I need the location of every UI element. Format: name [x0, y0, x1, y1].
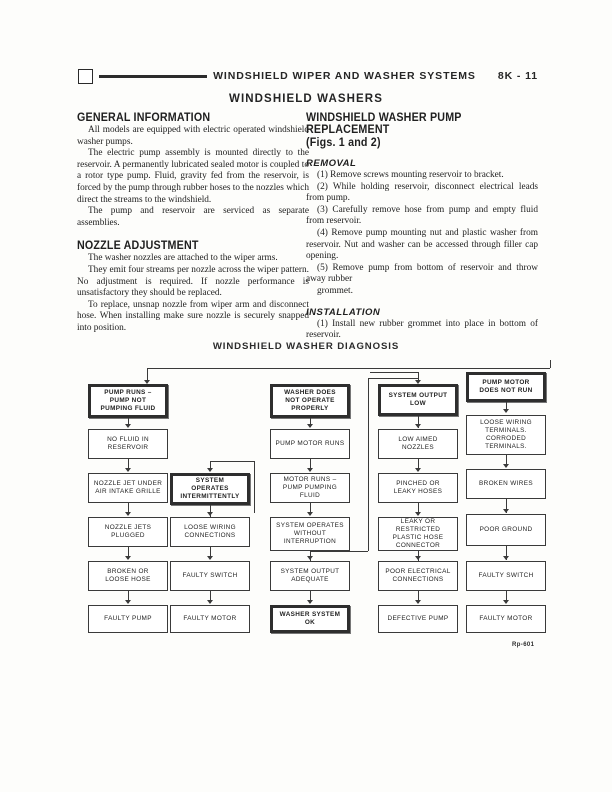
node-line: PUMP MOTOR	[482, 378, 530, 386]
node-line: FAULTY MOTOR	[479, 614, 533, 622]
left-text-column	[77, 112, 309, 335]
connector-arrow	[307, 512, 313, 516]
paragraph: The pump and reservoir are serviced as separate assemblies.	[77, 206, 309, 228]
node-line: NOZZLES	[402, 444, 434, 451]
node-line: FAULTY MOTOR	[183, 614, 237, 622]
node-line: PLASTIC HOSE	[392, 534, 444, 541]
node-line: NOZZLE JETS	[104, 523, 152, 531]
node-line: TERMINALS.	[485, 443, 527, 451]
node-line: PUMP NOT	[109, 396, 147, 404]
node-line: PROPERLY	[291, 405, 329, 413]
flow-node-pump-motor-does-not-run	[466, 372, 546, 402]
flow-node-no-fluid-in-reservoir	[88, 429, 168, 459]
node-line: FAULTY SWITCH	[478, 571, 534, 579]
node-line: CONNECTOR	[395, 542, 441, 550]
header-title: WINDSHIELD WIPER AND WASHER SYSTEMS	[213, 70, 476, 82]
node-line: LOOSE WIRING	[480, 418, 532, 426]
paragraph: They emit four streams per nozzle across the wiper pattern. No adjustment is required. If nozzle performance is unsatisfactory they should be replaced.	[77, 264, 309, 299]
flow-node-faulty-switch-col5	[466, 561, 546, 591]
node-line: ADEQUATE	[291, 576, 329, 583]
node-line: MOTOR RUNS –	[283, 475, 337, 483]
node-line: RESERVOIR	[107, 444, 149, 451]
paragraph: To replace, unsnap nozzle from wiper arm and disconnect hose. When installing make sure nozzle is securely snapped into position.	[77, 299, 309, 333]
node-line: PLUGGED	[111, 532, 145, 539]
connector-arrow	[415, 556, 421, 560]
connector-arrow	[503, 556, 509, 560]
connector-line	[550, 360, 551, 368]
node-line: WASHER SYSTEM	[279, 610, 341, 618]
node-line: BROKEN OR	[107, 567, 149, 575]
node-line: FAULTY PUMP	[104, 614, 152, 622]
flow-node-loose-wiring-connections	[170, 517, 250, 547]
running-head	[78, 66, 538, 86]
node-line: OPERATES	[191, 484, 229, 492]
connector-arrow	[125, 424, 131, 428]
node-line: LEAKY HOSES	[393, 488, 443, 495]
flow-node-nozzle-jet-under-grille	[88, 473, 168, 503]
node-line: POOR ELECTRICAL	[385, 567, 451, 575]
node-line: NOZZLE JET UNDER	[93, 479, 163, 487]
node-line: CONNECTIONS	[184, 532, 236, 539]
node-line: NOT OPERATE	[285, 396, 335, 404]
paragraph: All models are equipped with electric operated windshield washer pumps.	[77, 125, 309, 147]
procedure-step: (2) While holding reservoir, disconnect electrical leads from pump.	[306, 181, 538, 204]
header-square-icon	[78, 69, 93, 84]
connector-line	[254, 461, 255, 513]
flow-node-pinched-or-leaky-hoses	[378, 473, 458, 503]
connector-arrow	[125, 468, 131, 472]
paragraph: The washer nozzles are attached to the wiper arms.	[88, 253, 278, 264]
connector-arrow	[125, 512, 131, 516]
procedure-step: (1) Install new rubber grommet into place in bottom of reservoir.	[306, 318, 538, 341]
connector-arrow	[307, 468, 313, 472]
connector-arrow	[503, 464, 509, 468]
connector-line	[310, 551, 368, 552]
node-line: LOW	[410, 400, 426, 407]
connector-line	[147, 368, 550, 369]
node-line: SYSTEM OPERATES	[276, 521, 344, 529]
node-line: LEAKY OR RESTRICTED	[395, 517, 441, 533]
procedure-step: (5) Remove pump from bottom of reservoir and throw away rubber	[306, 262, 538, 285]
connector-arrow	[207, 512, 213, 516]
right-text-column	[306, 112, 538, 342]
connector-line	[210, 461, 254, 462]
node-line: BROKEN WIRES	[479, 479, 533, 487]
procedure-step: (1) Remove screws mounting reservoir to bracket.	[317, 170, 504, 180]
node-line: SYSTEM	[195, 476, 225, 484]
node-line: PUMP MOTOR RUNS	[275, 439, 345, 447]
node-line: PUMP RUNS –	[104, 388, 152, 396]
connector-arrow	[415, 468, 421, 472]
flow-node-defective-pump	[378, 605, 458, 633]
heading-general-information: GENERAL INFORMATION	[77, 112, 211, 124]
connector-arrow	[415, 424, 421, 428]
connector-line	[368, 378, 369, 551]
procedure-step: (3) Carefully remove hose from pump and empty fluid from reservoir.	[306, 204, 538, 227]
connector-arrow	[125, 600, 131, 604]
connector-arrow	[503, 600, 509, 604]
node-line: DOES NOT RUN	[479, 387, 533, 394]
flow-node-poor-electrical-connections	[378, 561, 458, 591]
node-line: LOW AIMED	[398, 435, 438, 443]
heading-installation: INSTALLATION	[306, 306, 381, 318]
node-line: SYSTEM OUTPUT	[388, 391, 448, 399]
procedure-step: (4) Remove pump mounting nut and plastic washer from reservoir. Nut and washer can be accessed through filler cap opening.	[306, 227, 538, 262]
flow-node-broken-or-loose-hose	[88, 561, 168, 591]
flow-node-faulty-switch-col2	[170, 561, 250, 591]
flow-node-broken-wires	[466, 469, 546, 499]
flow-node-faulty-motor-col5	[466, 605, 546, 633]
flow-node-system-output-adequate	[270, 561, 350, 591]
heading-pump-replacement-figs: (Figs. 1 and 2)	[306, 137, 381, 149]
connector-arrow	[503, 409, 509, 413]
figure-reference: Rp-601	[512, 642, 535, 648]
flow-node-pump-runs-not-pumping	[88, 384, 168, 418]
flow-node-washer-system-ok	[270, 605, 350, 633]
paragraph: The electric pump assembly is mounted directly to the reservoir. A permanently lubricated sealed motor is coupled to a rotor type pump. Fluid, gravity fed from the reservoir, is forced by the pump through rubber hoses to the nozzles which direct the streams to the windshield.	[77, 148, 309, 205]
heading-nozzle-adjustment: NOZZLE ADJUSTMENT	[77, 240, 199, 253]
connector-arrow	[307, 556, 313, 560]
flow-node-faulty-motor-col2	[170, 605, 250, 633]
heading-removal: REMOVAL	[306, 158, 357, 169]
node-line: AIR INTAKE GRILLE	[95, 488, 161, 495]
flow-node-loose-corroded-terminals	[466, 415, 546, 455]
node-line: INTERRUPTION	[283, 538, 337, 546]
connector-arrow	[307, 600, 313, 604]
flow-node-system-output-low	[378, 384, 458, 416]
node-line: LOOSE WIRING	[184, 523, 236, 531]
flow-node-poor-ground	[466, 514, 546, 546]
node-line: LOOSE HOSE	[105, 576, 151, 583]
header-rule	[99, 75, 207, 78]
connector-line	[370, 372, 418, 373]
node-line: TERMINALS.	[485, 426, 527, 434]
header-page-number: 8K - 11	[497, 70, 538, 82]
page-title: WINDSHIELD WASHERS	[229, 93, 383, 105]
connector-arrow	[415, 600, 421, 604]
node-line: CORRODED	[485, 435, 527, 442]
connector-line	[368, 378, 418, 379]
node-line: DEFECTIVE PUMP	[387, 614, 449, 622]
flow-node-leaky-or-restricted-connector	[378, 517, 458, 551]
connector-arrow	[125, 556, 131, 560]
diagram-title: WINDSHIELD WASHER DIAGNOSIS	[212, 341, 400, 352]
connector-arrow	[503, 509, 509, 513]
node-line: WASHER DOES	[284, 388, 336, 396]
flow-node-system-operates-without-interruption	[270, 517, 350, 551]
node-line: FAULTY SWITCH	[182, 571, 238, 579]
connector-arrow	[207, 468, 213, 472]
connector-arrow	[207, 556, 213, 560]
node-line: OK	[304, 619, 316, 626]
node-line: NO FLUID IN	[107, 435, 149, 443]
connector-arrow	[307, 424, 313, 428]
flow-node-faulty-pump	[88, 605, 168, 633]
flow-node-nozzle-jets-plugged	[88, 517, 168, 547]
node-line: PINCHED OR	[396, 479, 440, 487]
flow-node-motor-runs-pump-pumping	[270, 473, 350, 503]
node-line: SYSTEM OUTPUT	[280, 567, 340, 575]
flow-node-pump-motor-runs	[270, 429, 350, 459]
node-line: WITHOUT	[293, 529, 327, 537]
flow-node-system-operates-intermittently	[170, 473, 250, 505]
flow-node-washer-does-not-operate	[270, 384, 350, 418]
node-line: CONNECTIONS	[392, 576, 444, 583]
node-line: PUMPING FLUID	[100, 405, 156, 413]
heading-pump-replacement: WINDSHIELD WASHER PUMP REPLACEMENT	[306, 112, 462, 136]
node-line: INTERMITTENTLY	[180, 493, 240, 501]
node-line: PUMP PUMPING FLUID	[282, 483, 338, 500]
flow-node-low-aimed-nozzles	[378, 429, 458, 459]
connector-arrow	[207, 600, 213, 604]
node-line: POOR GROUND	[479, 525, 533, 533]
procedure-step-continued: grommet.	[317, 285, 353, 296]
connector-arrow	[415, 512, 421, 516]
washer-diagnosis-flowchart	[80, 360, 570, 650]
